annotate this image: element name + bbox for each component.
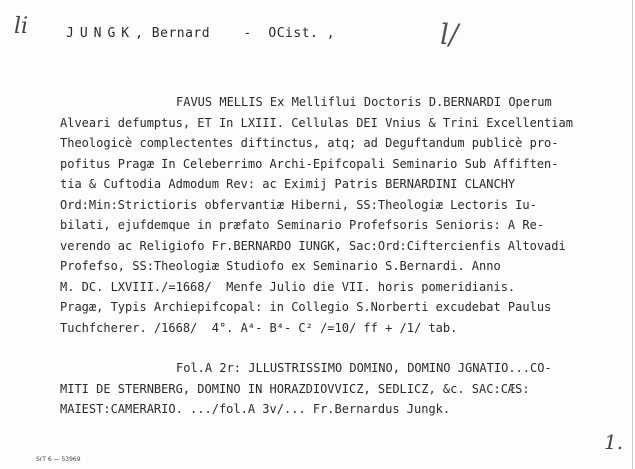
folio-line: Fol.A 2r: JLLUSTRISSIMO DOMINO, DOMINO JGNATIO...CO-	[176, 361, 552, 375]
handwritten-corner-mark: 1.	[604, 430, 624, 454]
entry-line: FAVUS MELLIS Ex Melliflui Doctoris D.BERNARDI Operum	[176, 95, 552, 109]
card-footer-code: SrT 6 — 53969	[36, 456, 81, 463]
entry-line: pofitus Pragæ In Celeberrimo Archi-Epifcopali Seminario Sub Affiften-	[60, 156, 559, 171]
religious-order: - OCist.	[243, 26, 319, 41]
header-trailing-mark: ,	[326, 26, 336, 41]
entry-line: M. DC. LXVIII./=1668/ Menfe Julio die VII. horis pomeridianis.	[60, 279, 516, 294]
entry-line: tia & Cuftodia Admodum Rev: ac Eximij Patris BERNARDINI CLANCHY	[60, 177, 516, 191]
folio-line: MAIEST:CAMERARIO. .../fol.A 3v/... Fr.Bernardus Jungk.	[60, 402, 451, 416]
bibliographic-entry	[60, 92, 625, 420]
folio-line: MITI DE STERNBERG, DOMINO IN HORAZDIOVVICZ, SEDLICZ, &c. SAC:CÆS:	[60, 381, 530, 396]
entry-line: Alveari defumptus, ET In LXIII. Cellulas DEI Vnius & Trini Excellentiam	[60, 115, 573, 130]
entry-line: Profefso, SS:Theologiæ Studiofo ex Seminario S.Bernardi. Anno	[60, 259, 501, 273]
entry-line: verendo ac Religiofo Fr.BERNARDO IUNGK, Sac:Ord:Ciftercienfis Altovadi	[60, 238, 566, 253]
handwritten-slash-mark: l/	[440, 18, 459, 51]
author-given-name: , Bernard	[135, 26, 211, 41]
card-edge	[632, 0, 633, 469]
author-surname: JUNGK	[66, 26, 136, 41]
handwritten-margin-mark: li	[14, 14, 29, 39]
entry-line: bilati, ejufdemque in præfato Seminario Profefsoris Senioris: A Re-	[60, 218, 545, 232]
card-header	[66, 26, 335, 41]
paragraph-gap	[60, 338, 625, 358]
entry-line: Tuchfcherer. /1668/ 4°. A⁴- B⁴- C² /=10/ ff + /1/ tab.	[60, 320, 458, 335]
entry-line: Pragæ, Typis Archiepifcopal: in Collegio S.Norberti excudebat Paulus	[60, 300, 552, 314]
entry-line: Theologicè complectentes diftinctus, atq; ad Deguftandum publicè pro-	[60, 136, 559, 150]
entry-line: Ord:Min:Strictioris obfervantiæ Hiberni, SS:Theologiæ Lectoris Iu-	[60, 197, 537, 212]
